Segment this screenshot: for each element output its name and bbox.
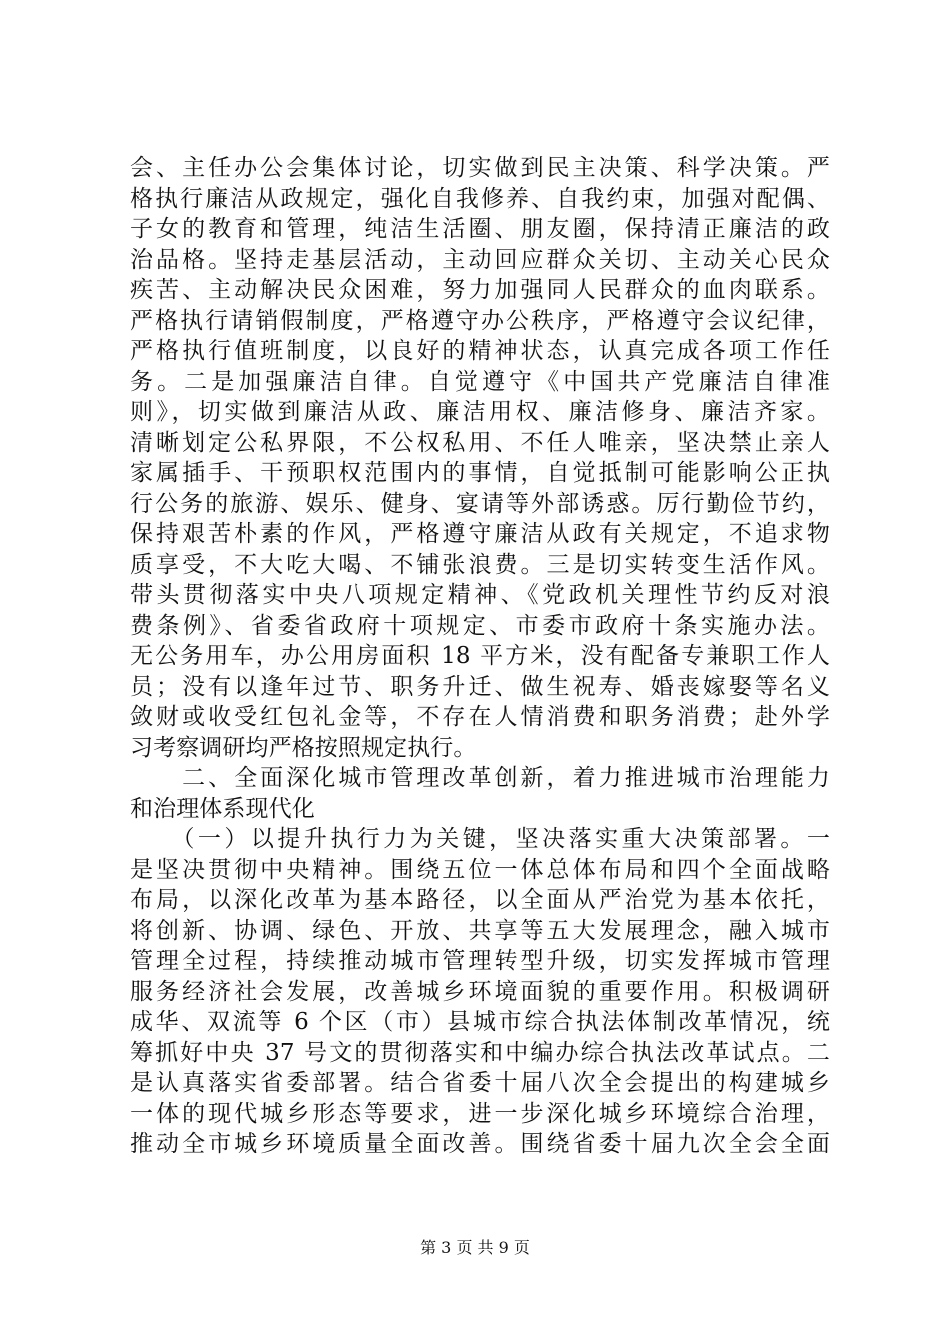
text-line: 保持艰苦朴素的作风，严格遵守廉洁从政有关规定，不追求物 (130, 521, 830, 547)
text-line: 带头贯彻落实中央八项规定精神、《党政机关理性节约反对浪 (130, 582, 830, 608)
text-line: 是坚决贯彻中央精神。围绕五位一体总体布局和四个全面战略 (130, 856, 830, 883)
text-line: 是认真落实省委部署。结合省委十届八次全会提出的构建城乡 (130, 1070, 830, 1096)
text-line: 家属插手、干预职权范围内的事情，自觉抵制可能影响公正执 (130, 460, 830, 486)
text-line: 二、全面深化城市管理改革创新，着力推进城市治理能力 (130, 765, 830, 791)
text-line: 员；没有以逢年过节、职务升迁、做生祝寿、婚丧嫁娶等名义 (130, 673, 830, 700)
page-footer: 第 3 页 共 9 页 (420, 1238, 530, 1257)
text-line: 服务经济社会发展，改善城乡环境面貌的重要作用。积极调研 (130, 978, 830, 1005)
text-line: 治品格。坚持走基层活动，主动回应群众关切、主动关心民众 (130, 246, 830, 273)
text-line: 疾苦、主动解决民众困难，努力加强同人民群众的血肉联系。 (130, 277, 830, 303)
body-text (130, 153, 830, 1160)
text-line: 清晰划定公私界限，不公权私用、不任人唯亲，坚决禁止亲人 (130, 429, 830, 456)
text-line: 习考察调研均严格按照规定执行。 (130, 734, 477, 761)
text-line: 推动全市城乡环境质量全面改善。围绕省委十届九次全会全面 (130, 1131, 830, 1157)
text-line: 成华、双流等 6 个区（市）县城市综合执法体制改革情况，统 (130, 1009, 830, 1035)
text-line: 筹抓好中央 37 号文的贯彻落实和中编办综合执法改革试点。二 (130, 1039, 830, 1066)
text-line: 子女的教育和管理，纯洁生活圈、朋友圈，保持清正廉洁的政 (130, 216, 830, 242)
text-line: 务。二是加强廉洁自律。自觉遵守《中国共产党廉洁自律准 (130, 368, 830, 395)
text-line: 一体的现代城乡形态等要求，进一步深化城乡环境综合治理， (130, 1100, 830, 1127)
text-line: 无公务用车，办公用房面积 18 平方米，没有配备专兼职工作人 (130, 643, 830, 669)
text-line: 格执行廉洁从政规定，强化自我修养、自我约束，加强对配偶、 (130, 185, 830, 212)
text-line: 行公务的旅游、娱乐、健身、宴请等外部诱惑。厉行勤俭节约， (130, 490, 830, 517)
text-line: 质享受，不大吃大喝、不铺张浪费。三是切实转变生活作风。 (130, 551, 830, 578)
text-line: 将创新、协调、绿色、开放、共享等五大发展理念，融入城市 (130, 917, 830, 944)
text-line: 则》，切实做到廉洁从政、廉洁用权、廉洁修身、廉洁齐家。 (130, 399, 830, 425)
text-line: （一）以提升执行力为关键，坚决落实重大决策部署。一 (130, 826, 830, 852)
text-line: 和治理体系现代化 (130, 795, 315, 822)
text-line: 管理全过程，持续推动城市管理转型升级，切实发挥城市管理 (130, 948, 830, 974)
text-line: 费条例》、省委省政府十项规定、市委市政府十条实施办法。 (130, 612, 830, 639)
text-line: 严格执行值班制度，以良好的精神状态，认真完成各项工作任 (130, 338, 830, 364)
text-line: 会、主任办公会集体讨论，切实做到民主决策、科学决策。严 (130, 155, 830, 181)
text-line: 严格执行请销假制度，严格遵守办公秩序，严格遵守会议纪律， (130, 307, 830, 334)
text-line: 敛财或收受红包礼金等，不存在人情消费和职务消费；赴外学 (130, 704, 830, 730)
text-line: 布局，以深化改革为基本路径，以全面从严治党为基本依托， (130, 887, 830, 913)
